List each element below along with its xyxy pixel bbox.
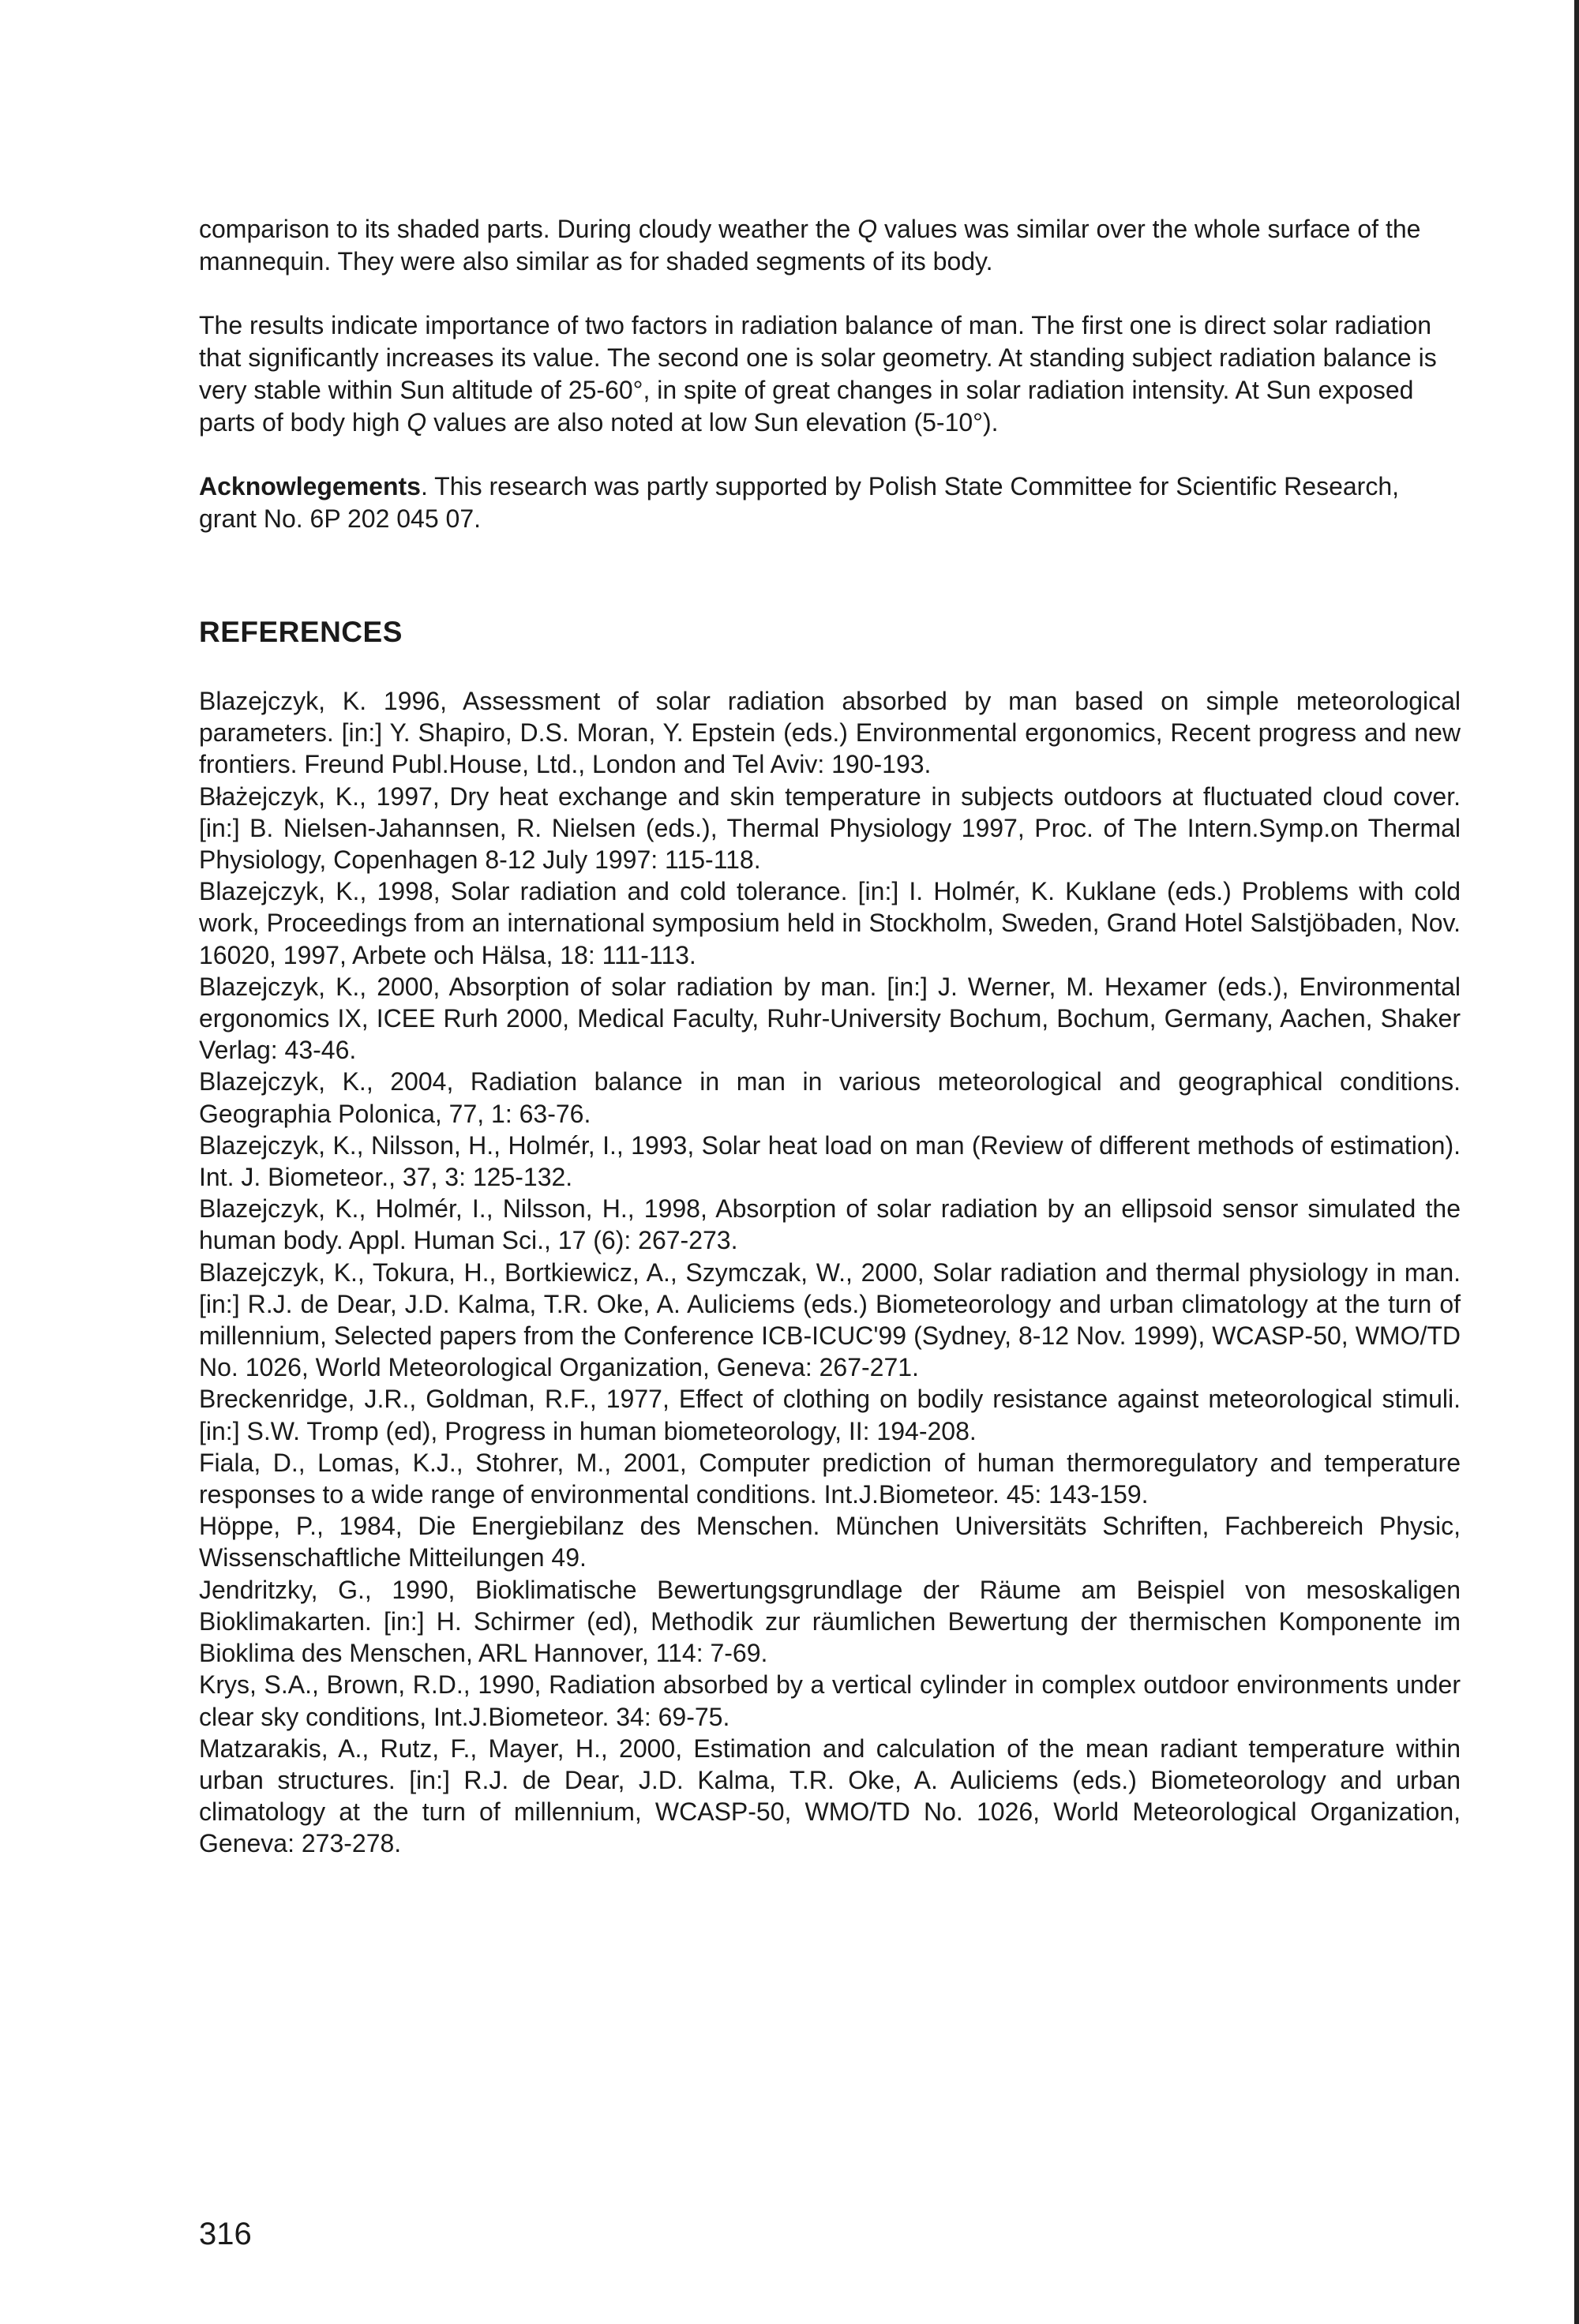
acknowledgements-label: Acknowlegements (199, 472, 421, 500)
body-paragraph-2-text-a: The results indicate importance of two factors in radiation balance of man. The first one is direct solar radiation that significantly increases its value. The second one is solar geometry. At standing subject radiation balance is very stable within Sun altitude of 25-60°, in spite of great changes in solar radiation intensity. At Sun exposed parts of body high (199, 311, 1437, 437)
reference-item: Fiala, D., Lomas, K.J., Stohrer, M., 2001, Computer prediction of human thermoregulatory and temperature responses to a wide range of environmental conditions. Int.J.Biometeor. 45: 143-159. (199, 1448, 1461, 1509)
reference-item: Blazejczyk, K., Tokura, H., Bortkiewicz, A., Szymczak, W., 2000, Solar radiation and thermal physiology in man. [in:] R.J. de Dear, J.D. Kalma, T.R. Oke, A. Auliciems (eds.) Biometeorology and urban climatology at the turn of millennium, Selected papers from the Conference ICB-ICUC'99 (Sydney, 8-12 Nov. 1999), WCASP-50, WMO/TD No. 1026, World Meteorological Organization, Geneva: 267-271. (199, 1258, 1461, 1382)
body-paragraph-1-text-b: values was similar over the whole surface of the mannequin. They were also similar as for shaded segments of its body. (199, 215, 1421, 276)
reference-item: Blazejczyk, K., 2000, Absorption of solar radiation by man. [in:] J. Werner, M. Hexamer (eds.), Environmental ergonomics IX, ICEE Rurh 2000, Medical Faculty, Ruhr-University Bochum, Bochum, Germany, Aachen, Shaker Verlag: 43-46. (199, 972, 1461, 1065)
q-symbol: Q (857, 215, 878, 243)
body-paragraph-2 (199, 309, 1461, 439)
reference-item: Błażejczyk, K., 1997, Dry heat exchange and skin temperature in subjects outdoors at fluctuated cloud cover. [in:] B. Nielsen-Jahannsen, R. Nielsen (eds.), Thermal Physiology 1997, Proc. of The Intern.Symp.on Thermal Physiology, Copenhagen 8-12 July 1997: 115-118. (199, 782, 1461, 875)
body-paragraph-2-text-b: values are also noted at low Sun elevation (5-10°). (426, 408, 999, 437)
reference-item: Blazejczyk, K. 1996, Assessment of solar radiation absorbed by man based on simple meteorological parameters. [in:] Y. Shapiro, D.S. Moran, Y. Epstein (eds.) Environmental ergonomics, Recent progress and new frontiers. Freund Publ.House, Ltd., London and Tel Aviv: 190-193. (199, 687, 1461, 779)
body-paragraph-1-text-a: comparison to its shaded parts. During cloudy weather the (199, 215, 858, 243)
page-content (199, 213, 1461, 1860)
references-heading: REFERENCES (199, 616, 403, 648)
reference-item: Krys, S.A., Brown, R.D., 1990, Radiation absorbed by a vertical cylinder in complex outdoor environments under clear sky conditions, Int.J.Biometeor. 34: 69-75. (199, 1670, 1461, 1731)
reference-item: Blazejczyk, K., 1998, Solar radiation and cold tolerance. [in:] I. Holmér, K. Kuklane (eds.) Problems with cold work, Proceedings from an international symposium held in Stockholm, Sweden, Grand Hotel Salstjöbaden, Nov. 16020, 1997, Arbete och Hälsa, 18: 111-113. (199, 877, 1461, 969)
acknowledgements-text: . This research was partly supported by Polish State Committee for Scientific Research, grant No. 6P 202 045 07. (199, 472, 1400, 533)
reference-item: Blazejczyk, K., 2004, Radiation balance in man in various meteorological and geographical conditions. Geographia Polonica, 77, 1: 63-76. (199, 1067, 1461, 1128)
reference-item: Blazejczyk, K., Nilsson, H., Holmér, I., 1993, Solar heat load on man (Review of different methods of estimation). Int. J. Biometeor., 37, 3: 125-132. (199, 1130, 1461, 1192)
q-symbol: Q (407, 408, 427, 437)
reference-item: Blazejczyk, K., Holmér, I., Nilsson, H., 1998, Absorption of solar radiation by an ellipsoid sensor simulated the human body. Appl. Human Sci., 17 (6): 267-273. (199, 1194, 1461, 1255)
acknowledgements-paragraph (199, 470, 1461, 535)
reference-item: Höppe, P., 1984, Die Energiebilanz des Menschen. München Universitäts Schriften, Fachbereich Physic, Wissenschaftliche Mitteilungen 49. (199, 1512, 1461, 1572)
body-paragraph-1 (199, 213, 1461, 278)
reference-item: Breckenridge, J.R., Goldman, R.F., 1977, Effect of clothing on bodily resistance against meteorological stimuli. [in:] S.W. Tromp (ed), Progress in human biometeorology, II: 194-208. (199, 1385, 1461, 1445)
reference-item: Matzarakis, A., Rutz, F., Mayer, H., 2000, Estimation and calculation of the mean radiant temperature within urban structures. [in:] R.J. de Dear, J.D. Kalma, T.R. Oke, A. Auliciems (eds.) Biometeorology and urban climatology at the turn of millennium, WCASP-50, WMO/TD No. 1026, World Meteorological Organization, Geneva: 273-278. (199, 1734, 1461, 1858)
page-number: 316 (199, 2217, 252, 2251)
reference-list (199, 685, 1461, 1860)
reference-item: Jendritzky, G., 1990, Bioklimatische Bewertungsgrundlage der Räume am Beispiel von mesoskaligen Bioklimakarten. [in:] H. Schirmer (ed), Methodik zur räumlichen Bewertung der thermischen Komponente im Bioklima des Menschen, ARL Hannover, 114: 7-69. (199, 1575, 1461, 1668)
scan-edge-line (1574, 0, 1579, 2324)
